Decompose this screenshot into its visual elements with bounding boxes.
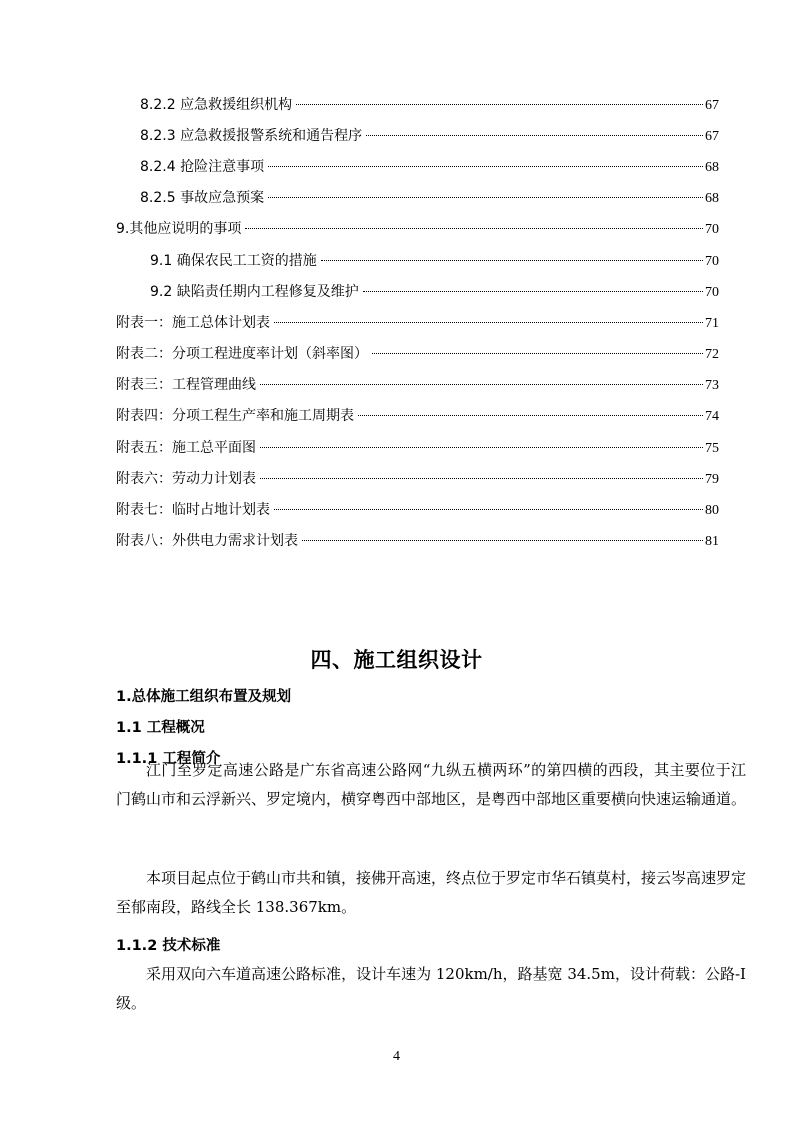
toc-entry-page: 79 (705, 472, 719, 487)
toc-entry-9-2[interactable] (150, 281, 719, 303)
toc-leader-dots (268, 197, 703, 198)
toc-entry-title: 9.2 缺陷责任期内工程修复及维护 (150, 284, 359, 300)
toc-entry-page: 67 (705, 98, 719, 113)
toc-entry-title: 附表七：临时占地计划表 (116, 502, 270, 518)
toc-entry-title: 9.其他应说明的事项 (116, 221, 242, 237)
toc-entry-page: 68 (705, 191, 719, 206)
toc-entry-appendix-1[interactable] (116, 312, 719, 334)
toc-leader-dots (363, 291, 703, 292)
toc-entry-page: 68 (705, 160, 719, 175)
toc-entry-page: 70 (705, 254, 719, 269)
toc-leader-dots (260, 478, 703, 479)
paragraph-project-intro: 江门至罗定高速公路是广东省高速公路网“九纵五横两环”的第四横的西段，其主要位于江门鹤山市和云浮新兴、罗定境内，横穿粤西中部地区，是粤西中部地区重要横向快速运输通道。 (116, 761, 747, 808)
toc-entry-page: 72 (705, 347, 719, 362)
toc-entry-title: 附表五：施工总平面图 (116, 440, 256, 456)
paragraph-technical-standard: 采用双向六车道高速公路标准，设计车速为 120km/h，路基宽 34.5m，设计荷载：公路-Ⅰ级。 (116, 965, 746, 1012)
toc-entry-title: 附表八：外供电力需求计划表 (116, 533, 298, 549)
toc-leader-dots (268, 166, 703, 167)
toc-leader-dots (302, 540, 703, 541)
toc-leader-dots (372, 353, 703, 354)
toc-leader-dots (321, 260, 703, 261)
toc-entry-title: 8.2.5 事故应急预案 (140, 190, 265, 206)
toc-entry-appendix-3[interactable] (116, 374, 719, 396)
toc-entry-title: 附表二：分项工程进度率计划（斜率图） (116, 346, 368, 362)
toc-entry-appendix-6[interactable] (116, 468, 719, 490)
section-heading-1-1-1: 1.1.1 工程简介 (116, 751, 221, 767)
toc-entry-title: 9.1 确保农民工工资的措施 (150, 253, 317, 269)
toc-entry-page: 80 (705, 503, 719, 518)
toc-entry-page: 73 (705, 378, 719, 393)
toc-entry-title: 8.2.4 抢险注意事项 (140, 159, 265, 175)
toc-leader-dots (260, 384, 703, 385)
toc-entry-9[interactable] (116, 218, 719, 240)
toc-entry-appendix-2[interactable] (116, 343, 719, 365)
toc-leader-dots (260, 447, 703, 448)
toc-entry-appendix-5[interactable] (116, 437, 719, 459)
toc-entry-appendix-4[interactable] (116, 405, 719, 427)
toc-entry-page: 75 (705, 441, 719, 456)
section-heading-1-1-2: 1.1.2 技术标准 (116, 938, 221, 954)
toc-leader-dots (358, 415, 703, 416)
toc-entry-page: 70 (705, 222, 719, 237)
toc-entry-appendix-8[interactable] (116, 530, 719, 552)
toc-leader-dots (366, 135, 703, 136)
toc-entry-8-2-2[interactable] (140, 94, 719, 116)
toc-entry-page: 71 (705, 316, 719, 331)
toc-leader-dots (274, 509, 703, 510)
section-heading-1-1: 1.1 工程概况 (116, 720, 205, 736)
toc-entry-title: 附表六：劳动力计划表 (116, 471, 256, 487)
paragraph-project-route: 本项目起点位于鹤山市共和镇，接佛开高速，终点位于罗定市华石镇莫村，接云岑高速罗定至郁南段，路线全长 138.367km。 (116, 869, 747, 916)
toc-entry-appendix-7[interactable] (116, 499, 719, 521)
toc-entry-title: 附表一：施工总体计划表 (116, 315, 270, 331)
toc-entry-page: 67 (705, 129, 719, 144)
toc-leader-dots (245, 228, 703, 229)
toc-entry-8-2-4[interactable] (140, 156, 719, 178)
toc-entry-title: 附表四：分项工程生产率和施工周期表 (116, 408, 354, 424)
toc-leader-dots (274, 322, 703, 323)
toc-entry-title: 附表三：工程管理曲线 (116, 377, 256, 393)
toc-entry-page: 74 (705, 409, 719, 424)
toc-entry-8-2-5[interactable] (140, 187, 719, 209)
section-heading-1: 1.总体施工组织布置及规划 (116, 689, 292, 705)
toc-entry-title: 8.2.3 应急救援报警系统和通告程序 (140, 128, 363, 144)
toc-entry-title: 8.2.2 应急救援组织机构 (140, 97, 293, 113)
chapter-title: 四、施工组织设计 (310, 648, 483, 672)
toc-entry-page: 70 (705, 285, 719, 300)
toc-entry-9-1[interactable] (150, 250, 719, 272)
toc-entry-page: 81 (705, 534, 719, 549)
toc-leader-dots (296, 104, 703, 105)
page-number: 4 (393, 1049, 400, 1064)
toc-entry-8-2-3[interactable] (140, 125, 719, 147)
